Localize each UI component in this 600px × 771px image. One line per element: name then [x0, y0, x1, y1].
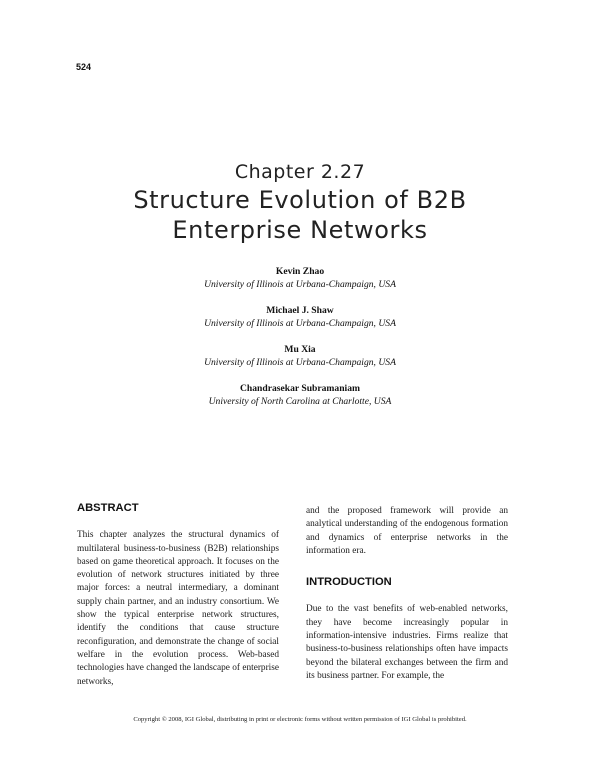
- author-name: Kevin Zhao: [275, 266, 325, 277]
- left-column: [77, 502, 279, 689]
- abstract-heading: ABSTRACT: [77, 502, 139, 514]
- author-entry: [0, 383, 600, 408]
- copyright-notice: Copyright © 2008, IGI Global, distributing in print or electronic forms without written permission of IGI Global is prohibited.: [133, 716, 467, 723]
- chapter-title-line-1: Structure Evolution of B2B: [133, 186, 467, 214]
- chapter-title-line-2: Enterprise Networks: [172, 216, 428, 244]
- right-column: [306, 505, 508, 683]
- author-entry: [0, 344, 600, 369]
- author-entry: [0, 305, 600, 330]
- abstract-continued-paragraph: and the proposed framework will provide an analytical understanding of the endogenous formation and dynamics of enterprise networks in the information era.: [306, 506, 508, 556]
- author-list: [0, 266, 600, 422]
- author-affiliation: University of Illinois at Urbana-Champaign, USA: [204, 279, 396, 290]
- introduction-heading: INTRODUCTION: [306, 576, 392, 589]
- author-affiliation: University of North Carolina at Charlotte, USA: [208, 396, 392, 407]
- page-number: 524: [76, 62, 92, 72]
- abstract-paragraph: This chapter analyzes the structural dynamics of multilateral business-to-business (B2B) relationships based on game theoretical approach. It focuses on the evolution of network structures initiated by three major forces: a neutral intermediary, a dominant supply chain partner, and an industry consortium. We show the typical enterprise network structures, identify the conditions that cause structure reconfiguration, and demonstrate the change of social welfare in the evolution process. Web-based technologies have changed the landscape of enterprise networks,: [77, 530, 279, 687]
- author-name: Chandrasekar Subramaniam: [239, 383, 361, 394]
- introduction-paragraph: Due to the vast benefits of web-enabled networks, they have become increasingly popular in information-intensive industries. Firms realize that business-to-business relationships often have impacts beyond the bilateral exchanges between the firm and its business partner. For example, the: [306, 604, 508, 681]
- chapter-header: [0, 160, 600, 244]
- author-affiliation: University of Illinois at Urbana-Champaign, USA: [204, 318, 396, 329]
- author-name: Mu Xia: [284, 344, 316, 355]
- author-entry: [0, 266, 600, 291]
- chapter-label: Chapter 2.27: [234, 161, 366, 183]
- author-affiliation: University of Illinois at Urbana-Champaign, USA: [204, 357, 396, 368]
- author-name: Michael J. Shaw: [266, 305, 334, 316]
